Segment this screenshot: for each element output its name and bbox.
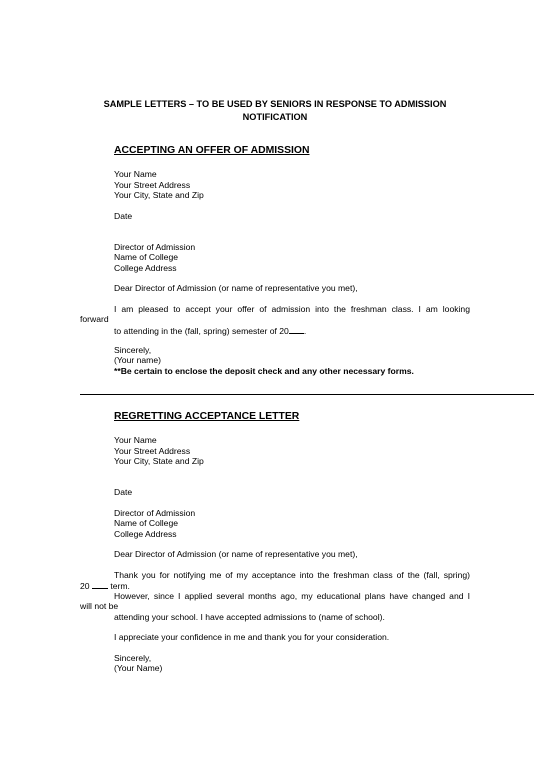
accept-note: **Be certain to enclose the deposit check and any other necessary forms. [114,366,414,376]
regret-sender-city: Your City, State and Zip [114,456,204,466]
year-blank [92,580,108,589]
accept-body-line2 [114,325,306,337]
accept-recipient-title: Director of Admission [114,242,196,252]
regret-closing: Sincerely, [114,653,152,663]
accept-sender-street: Your Street Address [114,180,191,190]
regret-p2: I appreciate your confidence in me and thank you for your consideration. [114,632,390,642]
regret-p1-line2: However, since I applied several months ago, my educational plans have changed and I [114,591,470,601]
regret-recipient-title: Director of Admission [114,508,196,518]
accept-signature: (Your name) [114,355,161,365]
regret-p1-wrap-year: 20 [80,581,90,591]
accept-salutation: Dear Director of Admission (or name of representative you met), [114,283,358,293]
regret-p1-wrap-term: term. [110,581,130,591]
year-blank [289,325,307,336]
regret-p1-line1: Thank you for notifying me of my acceptance into the freshman class of the (fall, spring) [114,570,470,580]
accept-sender-city: Your City, State and Zip [114,190,204,200]
document-title-line2: NOTIFICATION [242,112,308,122]
accept-date: Date [114,211,133,221]
accept-body-line1: I am pleased to accept your offer of admission into the freshman class. I am looking [114,304,470,314]
regret-date: Date [114,487,133,497]
accept-recipient-address: College Address [114,263,177,273]
regret-signature: (Your Name) [114,663,163,673]
accept-sender-name: Your Name [114,169,157,179]
regret-letter-heading: REGRETTING ACCEPTANCE LETTER [114,411,300,422]
regret-salutation: Dear Director of Admission (or name of representative you met), [114,549,358,559]
accept-body-wrap: forward [80,314,109,324]
accept-letter-heading: ACCEPTING AN OFFER OF ADMISSION [114,145,310,156]
regret-recipient-address: College Address [114,529,177,539]
regret-sender-name: Your Name [114,435,157,445]
accept-closing: Sincerely, [114,345,152,355]
document-title-line1: SAMPLE LETTERS – TO BE USED BY SENIORS IN RESPONSE TO ADMISSION [103,99,447,109]
regret-p1-wrap [80,580,130,592]
accept-body-line2-end: . [303,326,307,336]
regret-recipient-college: Name of College [114,518,179,528]
accept-body-line2-text: to attending in the (fall, spring) semester of 20 [114,326,289,336]
regret-sender-street: Your Street Address [114,446,191,456]
accept-recipient-college: Name of College [114,252,179,262]
regret-p1-line3: attending your school. I have accepted admissions to (name of school). [114,612,385,622]
section-divider [80,394,534,395]
regret-p1-wrap2: will not be [80,601,119,611]
